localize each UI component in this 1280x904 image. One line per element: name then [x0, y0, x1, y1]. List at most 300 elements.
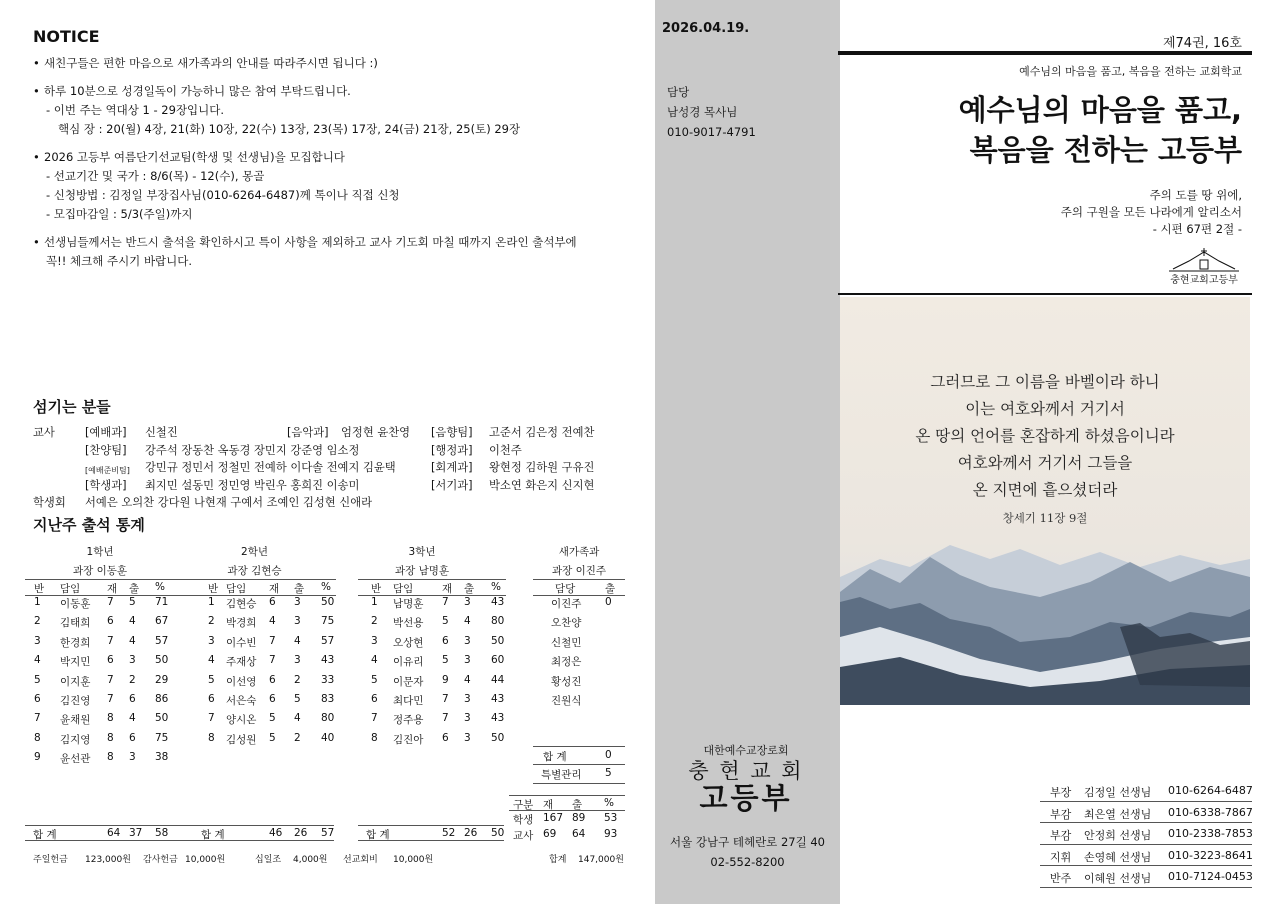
poster-line: 그러므로 그 이름을 바벨이라 하니	[930, 373, 1160, 391]
notice-title: NOTICE	[33, 27, 100, 46]
section-rule	[838, 293, 1252, 295]
total-label: 합 계	[366, 829, 390, 841]
total-label: 합 계	[33, 829, 57, 841]
attendance-cell: 3	[294, 615, 301, 628]
pastor-phone: 010-9017-4791	[667, 125, 756, 139]
attendance-cell: 3	[34, 634, 41, 647]
sum-value: 0	[605, 749, 612, 761]
summary-cell: 64	[572, 828, 586, 840]
attendance-cell: 4	[129, 634, 136, 647]
total-cell: 58	[155, 827, 169, 839]
church-logo	[668, 740, 823, 815]
staff-row	[1040, 802, 1252, 824]
summary-cell: 교사	[513, 830, 534, 842]
title-line-2: 복음을 전하는 고등부	[969, 133, 1242, 167]
bulletin-date: 2026.04.19.	[662, 21, 750, 36]
church-building-icon	[1169, 248, 1239, 271]
attendance-cell: 7	[371, 712, 378, 725]
incharge-label: 담당	[667, 85, 690, 99]
total-cell: 52	[442, 827, 456, 839]
verse-poster	[840, 297, 1250, 705]
attendance-cell: 50	[491, 731, 505, 744]
attendance-cell: 8	[34, 731, 41, 744]
offering-amount: 123,000원	[85, 855, 131, 865]
church-tel: 02-552-8200	[710, 855, 785, 869]
offering-label: 주일헌금	[33, 855, 68, 865]
attendance-cell: 윤채원	[60, 714, 91, 727]
servants-title: 섬기는 분들	[33, 398, 111, 416]
column-header: 반	[371, 583, 382, 595]
staff-role: 반주	[1050, 872, 1072, 885]
bullet-icon: •	[33, 235, 40, 249]
column-header: %	[604, 797, 614, 809]
attendance-cell: 3	[464, 634, 471, 647]
attendance-cell: 1	[371, 596, 378, 608]
bullet-icon: •	[33, 84, 40, 98]
attendance-cell: 57	[155, 634, 169, 647]
attendance-cell: 한경희	[60, 636, 91, 649]
attendance-cell: 50	[321, 596, 335, 608]
attendance-cell: 3	[464, 654, 471, 667]
notice-subtext: 핵심 장 : 20(월) 4장, 21(화) 10장, 22(수) 13장, 23(목) 17장, 24(금) 21장, 25(토) 29장	[58, 122, 521, 136]
attendance-cell: 정주용	[393, 714, 424, 727]
newfamily-header	[533, 579, 625, 596]
attendance-cell: 43	[321, 654, 335, 667]
summary-cell: 53	[604, 812, 618, 824]
newfamily-teacher: 이진주	[551, 598, 582, 610]
address-text: 서울 강남구 테헤란로 27길 40	[670, 835, 825, 849]
attendance-cell: 김진영	[60, 695, 91, 707]
attendance-cell: 50	[155, 654, 169, 667]
poster-line: 여호와께서 거기서 그들을	[957, 454, 1133, 472]
attendance-cell: 4	[464, 673, 471, 686]
servant-cell: [학생과]	[85, 478, 127, 492]
staff-phone: 010-7124-0453	[1168, 870, 1253, 883]
logo-mid-text: 충 현 교 회	[688, 759, 804, 783]
attendance-cell: 이유리	[393, 656, 424, 669]
attendance-cell: 7	[107, 596, 114, 608]
newfamily-name: 새가족과	[558, 546, 600, 558]
servant-cell: 서예은 오의찬 강다원 나현재 구예서 조예인 김성현 신애라	[85, 496, 373, 509]
attendance-cell: 57	[321, 634, 335, 647]
newfamily-teacher: 오찬양	[551, 617, 582, 630]
attendance-cell: 3	[464, 693, 471, 705]
attendance-cell: 4	[34, 654, 41, 667]
attendance-cell: 7	[442, 596, 449, 608]
attendance-cell: 43	[491, 712, 505, 725]
staff-role: 부장	[1050, 786, 1072, 799]
column-header: 재	[442, 583, 453, 595]
attendance-cell: 최다민	[393, 695, 424, 707]
attendance-cell: 6	[107, 615, 114, 628]
attendance-cell: 80	[321, 712, 335, 725]
column-header: 담임	[60, 583, 81, 595]
attendance-cell: 83	[321, 693, 335, 705]
attendance-cell: 7	[269, 634, 276, 647]
volume-number: 제74권, 16호	[1162, 36, 1242, 51]
poster-line: 온 땅의 언어를 혼잡하게 하셨음이니라	[915, 427, 1175, 445]
offering-amount: 10,000원	[185, 855, 226, 865]
attendance-cell: 5	[208, 673, 215, 686]
attendance-cell: 2	[34, 615, 41, 628]
attendance-cell: 40	[321, 731, 335, 744]
column-header: 출	[605, 583, 616, 595]
verse-reference: - 시편 67편 2절 -	[1152, 222, 1242, 236]
notice-item	[33, 233, 633, 271]
church-address	[655, 832, 840, 872]
attendance-cell: 3	[208, 634, 215, 647]
attendance-cell: 5	[371, 673, 378, 686]
servant-cell: [회계과]	[431, 461, 473, 474]
attendance-cell: 이수빈	[226, 636, 257, 649]
staff-name: 이혜원 선생님	[1084, 872, 1152, 885]
attendance-cell: 5	[294, 693, 301, 705]
servant-cell: 교사	[33, 426, 55, 439]
grade-header	[193, 579, 336, 596]
staff-phone: 010-3223-8641	[1168, 848, 1253, 862]
attendance-cell: 7	[107, 673, 114, 686]
attendance-cell: 67	[155, 615, 169, 628]
staff-phone: 010-2338-7853	[1168, 827, 1253, 840]
column-header: 구분	[513, 799, 534, 811]
attendance-cell: 6	[371, 693, 378, 705]
total-cell: 46	[269, 827, 283, 839]
attendance-cell: 3	[294, 596, 301, 608]
attendance-cell: 주재상	[226, 656, 257, 669]
attendance-cell: 김진아	[393, 733, 424, 746]
newfamily-count: 0	[605, 596, 612, 608]
attendance-cell: 6	[208, 693, 215, 705]
servant-cell: [음악과]	[287, 426, 329, 439]
notice-item	[33, 148, 633, 224]
attendance-cell: 5	[442, 654, 449, 667]
attendance-cell: 75	[321, 615, 335, 628]
attendance-cell: 2	[294, 731, 301, 744]
theme-verse	[900, 187, 1242, 238]
attendance-cell: 서은숙	[226, 695, 257, 707]
attendance-cell: 3	[129, 751, 136, 764]
attendance-cell: 윤선관	[60, 753, 91, 766]
attendance-cell: 박지민	[60, 656, 91, 669]
attendance-cell: 2	[294, 673, 301, 686]
grade-header	[25, 579, 195, 596]
attendance-cell: 박경희	[226, 617, 257, 630]
grade-chief: 과장 김현승	[227, 565, 282, 577]
attendance-cell: 1	[208, 596, 215, 608]
servant-cell: [예배준비팀]	[85, 466, 130, 475]
notice-subtext: - 신청방법 : 김정일 부장집사님(010-6264-6487)께 톡이나 직접 신청	[46, 188, 400, 202]
servant-cell: [예배과]	[85, 426, 127, 439]
attendance-cell: 7	[107, 693, 114, 705]
special-label: 특별관리	[541, 769, 582, 781]
attendance-cell: 이선영	[226, 675, 257, 688]
verse-line-1: 주의 도를 땅 위에,	[1149, 188, 1242, 202]
servant-cell: [음향팀]	[431, 426, 473, 439]
pastor-name: 남성경 목사님	[667, 105, 738, 119]
column-header: 출	[464, 583, 475, 595]
total-label: 합 계	[201, 829, 225, 841]
attendance-cell: 4	[269, 615, 276, 628]
attendance-cell: 3	[129, 654, 136, 667]
attendance-cell: 3	[371, 634, 378, 647]
column-header: 재	[269, 583, 280, 595]
total-cell: 64	[107, 827, 121, 839]
attendance-cell: 이지훈	[60, 675, 91, 688]
servant-cell: 학생회	[33, 496, 66, 509]
attendance-cell: 4	[464, 615, 471, 628]
servant-cell: [서기과]	[431, 478, 473, 492]
attendance-cell: 5	[269, 731, 276, 744]
staff-role: 지휘	[1050, 850, 1072, 864]
attendance-cell: 5	[269, 712, 276, 725]
attendance-cell: 5	[129, 596, 136, 608]
attendance-cell: 김성원	[226, 733, 257, 746]
notice-text: 선생님들께서는 반드시 출석을 확인하시고 특이 사항을 제외하고 교사 기도회 마칠 때까지 온라인 출석부에	[44, 235, 577, 249]
notice-item	[33, 82, 633, 139]
column-header: 반	[34, 583, 45, 595]
offering-row	[33, 852, 623, 864]
attendance-cell: 6	[129, 693, 136, 705]
newfamily-teacher: 진원식	[551, 695, 582, 707]
summary-cell: 93	[604, 828, 618, 840]
column-header: 담임	[226, 583, 247, 595]
attendance-cell: 박선용	[393, 617, 424, 630]
notice-item	[33, 54, 633, 73]
attendance-cell: 3	[464, 731, 471, 744]
logo-top-text: 대한예수교장로회	[703, 744, 789, 757]
offering-total-label: 합계	[549, 855, 567, 865]
offering-label: 십일조	[255, 855, 282, 865]
attendance-cell: 6	[269, 596, 276, 608]
attendance-cell: 오상현	[393, 636, 424, 649]
grade-name: 2학년	[241, 546, 268, 558]
attendance-cell: 6	[269, 693, 276, 705]
attendance-cell: 4	[294, 634, 301, 647]
bulletin-title	[860, 90, 1242, 170]
attendance-cell: 이동훈	[60, 598, 91, 610]
attendance-cell: 29	[155, 673, 169, 686]
staff-row	[1040, 866, 1252, 888]
bullet-icon: •	[33, 150, 40, 164]
offering-label: 감사헌금	[143, 855, 178, 865]
newfamily-teacher: 최정은	[551, 656, 582, 669]
attendance-cell: 7	[442, 712, 449, 725]
attendance-cell: 8	[208, 731, 215, 744]
column-header: %	[321, 581, 331, 593]
summary-cell: 89	[572, 812, 586, 824]
attendance-cell: 43	[491, 596, 505, 608]
attendance-cell: 4	[129, 615, 136, 628]
attendance-title: 지난주 출석 통계	[33, 516, 145, 534]
notice-text: 2026 고등부 여름단기선교팀(학생 및 선생님)을 모집합니다	[44, 150, 345, 164]
column-header: %	[491, 581, 501, 593]
staff-list	[1040, 780, 1252, 888]
newfamily-teacher: 신철민	[551, 636, 582, 649]
attendance-cell: 38	[155, 751, 169, 764]
staff-name: 손영혜 선생님	[1084, 850, 1152, 864]
attendance-cell: 5	[442, 615, 449, 628]
attendance-cell: 3	[294, 654, 301, 667]
attendance-cell: 7	[34, 712, 41, 725]
attendance-cell: 44	[491, 673, 505, 686]
staff-row	[1040, 780, 1252, 802]
servant-cell: 엄정현 윤찬영	[341, 426, 411, 439]
staff-role: 부감	[1050, 807, 1072, 821]
attendance-cell: 7	[208, 712, 215, 725]
notice-subtext: - 선교기간 및 국가 : 8/6(목) - 12(수), 몽골	[46, 169, 265, 183]
attendance-cell: 4	[208, 654, 215, 667]
verse-line-2: 주의 구원을 모든 나라에게 알리소서	[1060, 205, 1242, 219]
attendance-cell: 86	[155, 693, 169, 705]
grade-total-row	[358, 825, 504, 841]
notice-subtext: 꼭!! 체크해 주시기 바랍니다.	[46, 254, 193, 268]
notice-subtext: - 이번 주는 역대상 1 - 29장입니다.	[46, 103, 225, 117]
servant-cell: 고준서 김은정 전예찬	[489, 426, 595, 439]
servant-cell: 강주석 장동찬 옥동경 장민지 강준영 임소정	[145, 443, 360, 457]
attendance-cell: 2	[208, 615, 215, 628]
attendance-cell: 80	[491, 615, 505, 628]
servant-cell: [행정과]	[431, 443, 473, 457]
grade-chief: 과장 이동훈	[72, 565, 128, 577]
grade-chief: 과장 남명훈	[394, 565, 450, 577]
pastor-info	[667, 82, 756, 142]
attendance-cell: 6	[107, 654, 114, 667]
total-cell: 50	[491, 827, 505, 839]
notice-list	[33, 54, 633, 280]
servant-cell: [찬양팀]	[85, 443, 127, 457]
total-cell: 26	[294, 827, 308, 839]
attendance-cell: 9	[34, 751, 41, 764]
attendance-cell: 50	[491, 634, 505, 647]
attendance-cell: 60	[491, 654, 505, 667]
column-header: 출	[572, 799, 583, 811]
attendance-cell: 8	[107, 731, 114, 744]
attendance-cell: 33	[321, 673, 335, 686]
staff-phone: 010-6338-7867	[1168, 805, 1253, 819]
newfamily-chief: 과장 이진주	[551, 565, 607, 577]
attendance-cell: 3	[464, 712, 471, 725]
grade-total-row	[193, 825, 334, 841]
title-line-1: 예수님의 마음을 품고,	[958, 93, 1242, 127]
staff-name: 안정희 선생님	[1084, 829, 1152, 842]
servant-cell: 최지민 설동민 정민영 박린우 홍희진 이송미	[145, 478, 360, 492]
attendance-cell: 8	[107, 751, 114, 764]
servant-cell: 왕현정 김하원 구유진	[489, 461, 595, 474]
poster-verse-text	[840, 369, 1250, 504]
poster-line: 이는 여호와께서 거기서	[965, 400, 1125, 418]
attendance-cell: 3	[464, 596, 471, 608]
summary-header	[509, 795, 625, 811]
attendance-cell: 75	[155, 731, 169, 744]
servant-cell: 강민규 정민서 정철민 전예하 이다솔 전예지 김윤택	[145, 461, 396, 474]
logo-bottom-text: 고등부	[699, 781, 793, 815]
grade-total-row	[25, 825, 193, 841]
grade-name: 1학년	[86, 546, 114, 558]
column-header: 재	[107, 583, 118, 595]
newfamily-special	[533, 765, 625, 784]
youth-dept-logo	[1165, 248, 1243, 286]
attendance-cell: 이문자	[393, 675, 424, 688]
column-header: 담임	[393, 583, 414, 595]
bullet-icon: •	[33, 56, 40, 70]
attendance-cell: 6	[34, 693, 41, 705]
column-header: 출	[129, 583, 140, 595]
staff-row	[1040, 823, 1252, 845]
staff-row	[1040, 845, 1252, 867]
attendance-cell: 4	[129, 712, 136, 725]
column-header: 반	[208, 583, 219, 595]
newfamily-sum	[533, 746, 625, 765]
poster-verse-reference: 창세기 11장 9절	[1002, 511, 1088, 525]
attendance-cell: 7	[442, 693, 449, 705]
summary-cell: 69	[543, 828, 557, 840]
total-cell: 37	[129, 827, 143, 839]
attendance-cell: 2	[371, 615, 378, 628]
attendance-cell: 6	[442, 731, 449, 744]
logo-label: 충현교회고등부	[1170, 275, 1238, 286]
staff-name: 김정일 선생님	[1084, 786, 1152, 799]
attendance-cell: 남명훈	[393, 598, 424, 610]
staff-phone: 010-6264-6487	[1168, 784, 1253, 797]
attendance-cell: 김지영	[60, 733, 91, 746]
attendance-cell: 6	[442, 634, 449, 647]
total-cell: 57	[321, 827, 335, 839]
summary-cell: 167	[543, 812, 564, 824]
staff-role: 부감	[1050, 829, 1072, 842]
attendance-cell: 50	[155, 712, 169, 725]
attendance-cell: 4	[294, 712, 301, 725]
offering-label: 선교회비	[343, 855, 378, 865]
servant-cell: 박소연 화은지 신지현	[489, 478, 595, 492]
servant-cell: 신철진	[145, 426, 178, 439]
column-header: 담당	[555, 583, 576, 595]
attendance-cell: 2	[129, 673, 136, 686]
poster-line: 온 지면에 흩으셨더라	[972, 481, 1118, 499]
column-header: 출	[294, 583, 305, 595]
notice-text: 새친구들은 편한 마음으로 새가족과의 안내를 따라주시면 됩니다 :)	[44, 56, 378, 70]
attendance-cell: 71	[155, 596, 169, 608]
header-rule	[838, 51, 1252, 55]
attendance-cell: 김태희	[60, 617, 91, 630]
grade-header	[358, 579, 506, 596]
attendance-cell: 6	[129, 731, 136, 744]
attendance-cell: 1	[34, 596, 41, 608]
newfamily-teacher: 황성진	[551, 675, 582, 688]
offering-amount: 10,000원	[393, 855, 434, 865]
notice-subtext: - 모집마감일 : 5/3(주일)까지	[46, 207, 193, 221]
summary-cell: 학생	[513, 814, 534, 826]
attendance-cell: 김현승	[226, 598, 257, 610]
attendance-cell: 9	[442, 673, 449, 686]
attendance-cell: 43	[491, 693, 505, 705]
total-cell: 26	[464, 827, 478, 839]
attendance-cell: 양시온	[226, 714, 257, 727]
attendance-cell: 6	[269, 673, 276, 686]
offering-total-value: 147,000원	[578, 855, 624, 865]
servant-cell: 이천주	[489, 443, 522, 457]
staff-name: 최은열 선생님	[1084, 807, 1152, 821]
offering-amount: 4,000원	[293, 855, 328, 865]
special-value: 5	[605, 767, 612, 779]
attendance-cell: 7	[269, 654, 276, 667]
attendance-cell: 7	[107, 634, 114, 647]
grade-name: 3학년	[408, 546, 436, 558]
attendance-cell: 8	[107, 712, 114, 725]
attendance-cell: 4	[371, 654, 378, 667]
attendance-cell: 8	[371, 731, 378, 744]
attendance-cell: 5	[34, 673, 41, 686]
notice-text: 하루 10분으로 성경일독이 가능하니 많은 참여 부탁드립니다.	[44, 84, 351, 98]
